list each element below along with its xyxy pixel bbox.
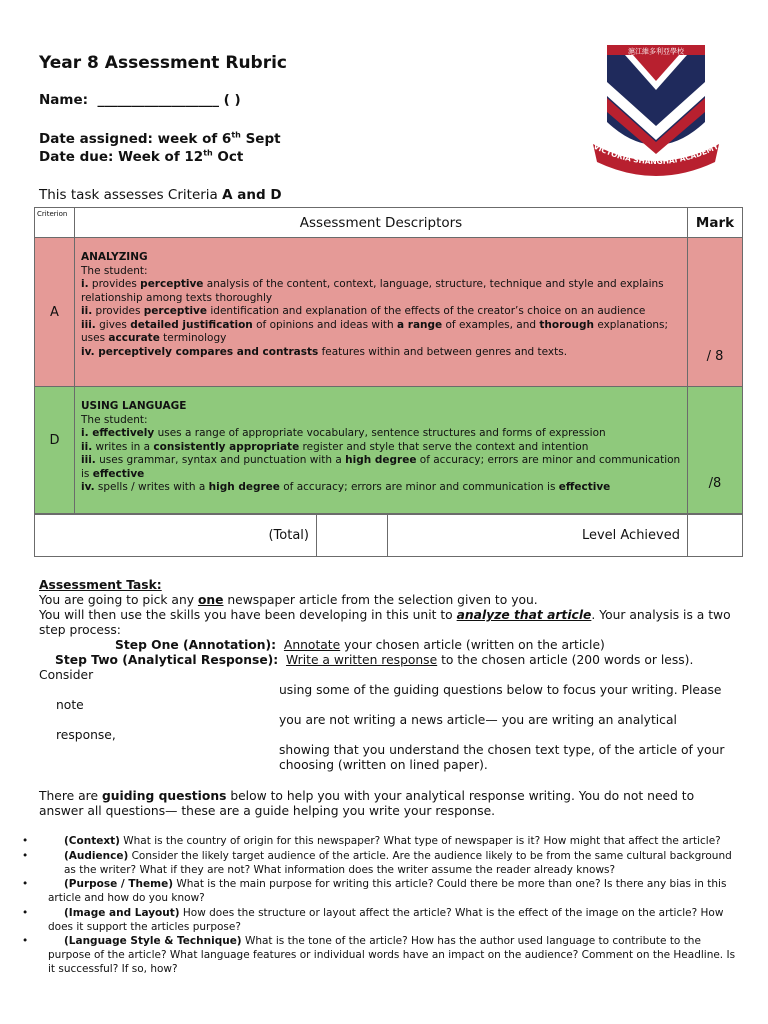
bullet-icon: • xyxy=(22,835,29,847)
consider-guidance-3: showing that you understand the chosen text type, of the article of your choosing (written on lined paper). xyxy=(279,743,725,772)
document-title: Year 8 Assessment Rubric xyxy=(39,53,288,73)
criterion-a-descriptors xyxy=(75,238,688,387)
task-heading: Assessment Task: xyxy=(39,578,162,592)
criterion-d-descriptors xyxy=(75,387,688,514)
name-line xyxy=(39,92,241,108)
bullet-icon: • xyxy=(22,935,29,947)
criteria-intro-text: This task assesses Criteria xyxy=(39,187,223,203)
descriptor-d-4: iv. spells / writes with a high degree of accuracy; errors are minor and communication is effective xyxy=(81,481,611,493)
descriptor-a-4: iv. perceptively compares and contrasts features within and between genres and texts. xyxy=(81,345,568,358)
mark-d: /8 xyxy=(688,387,743,514)
school-logo xyxy=(585,40,727,176)
date-assigned-sup: th xyxy=(231,130,241,140)
date-due xyxy=(39,149,243,165)
student-label-a: The student: xyxy=(81,264,148,277)
criterion-heading-a: ANALYZING xyxy=(81,251,148,263)
consider-guidance-2: you are not writing a news article— you are writing an analytical xyxy=(279,713,677,727)
date-due-sup: th xyxy=(203,148,213,158)
descriptor-a-1: i. provides perceptive analysis of the content, context, language, structure, technique and style and explains relationship among texts thoroughly xyxy=(81,278,664,304)
total-row xyxy=(35,515,743,557)
criterion-letter-d: D xyxy=(35,387,75,514)
criterion-header: Criterion xyxy=(35,208,75,238)
list-item: • (Language Style & Technique) What is the tone of the article? How has the author used language to contribute to the purpose of the article? What language features or individual words have an impact on the audience? Comment on the Headline. Is it successful? If so, how? xyxy=(22,935,736,975)
assessment-task xyxy=(39,578,739,773)
consider-response: response, xyxy=(56,728,116,742)
logo-chinese-text: 滬江維多利亞學校 xyxy=(628,47,684,56)
descriptor-d-2: ii. writes in a consistently appropriate register and style that serve the context and intention xyxy=(81,440,589,453)
list-item: • (Audience) Consider the likely target audience of the article. Are the audience likely to be from the same cultural background as the writer? What if they are not? What information does the writer assume the reader already knows? xyxy=(22,849,732,876)
descriptor-a-2: ii. provides perceptive identification and explanation of the effects of the creator’s choice on an audience xyxy=(81,305,646,317)
bullet-icon: • xyxy=(22,849,29,862)
rubric-header-row xyxy=(35,208,743,238)
total-value-cell[interactable] xyxy=(317,515,388,557)
descriptors-header: Assessment Descriptors xyxy=(75,208,688,238)
criteria-letters: A and D xyxy=(222,187,282,203)
task-line-2: You will then use the skills you have been developing in this unit to analyze that article. Your analysis is a two step process: xyxy=(39,608,731,637)
list-item: • (Purpose / Theme) What is the main purpose for writing this article? Could there be more than one? Is there any bias in this article and how do you know? xyxy=(22,878,727,904)
logo-banner-text: VICTORIA SHANGHAI ACADEMY xyxy=(591,141,721,167)
student-label-d: The student: xyxy=(81,413,148,426)
guiding-intro: There are guiding questions below to help you with your analytical response writing. You do not need to answer all questions— these are a guide helping you write your response. xyxy=(39,789,695,818)
school-crest-icon xyxy=(585,40,727,176)
bullet-icon: • xyxy=(22,878,29,890)
descriptor-d-3: iii. uses grammar, syntax and punctuation with a high degree of accuracy; errors are minor and communication is effective xyxy=(81,454,681,480)
criterion-letter-a: A xyxy=(35,238,75,387)
descriptor-a-3: iii. gives detailed justification of opinions and ideas with a range of examples, and thorough explanations; uses accurate terminology xyxy=(81,318,669,344)
date-assigned-text: Date assigned: week of 6 xyxy=(39,131,232,147)
total-label: (Total) xyxy=(35,515,317,557)
name-label: Name: xyxy=(39,92,89,108)
date-due-text: Date due: Week of 12 xyxy=(39,149,204,165)
criterion-a-row xyxy=(35,238,743,387)
total-table xyxy=(34,514,743,557)
name-blank: __________________ ( ) xyxy=(97,92,241,108)
consider-note: note xyxy=(56,698,84,712)
consider-line: Consider xyxy=(39,668,94,682)
bullet-icon: • xyxy=(22,906,29,919)
criterion-heading-d: USING LANGUAGE xyxy=(81,400,187,412)
mark-header: Mark xyxy=(688,208,743,238)
date-assigned-month: Sept xyxy=(240,131,281,147)
step-two: Step Two (Analytical Response): Write a written response to the chosen article (200 words or less). xyxy=(55,653,694,667)
criterion-d-row xyxy=(35,387,743,514)
list-item: • (Context) What is the country of origin for this newspaper? What type of newspaper is it? How might that affect the article? xyxy=(22,835,721,847)
date-assigned xyxy=(39,131,281,147)
mark-a: / 8 xyxy=(688,238,743,387)
descriptor-d-1: i. effectively uses a range of appropriate vocabulary, sentence structures and forms of expression xyxy=(81,427,606,439)
date-due-month: Oct xyxy=(212,149,244,165)
criteria-intro xyxy=(39,187,282,203)
task-line-1: You are going to pick any one newspaper article from the selection given to you. xyxy=(39,593,538,607)
guiding-questions-list xyxy=(22,834,738,977)
step-one: Step One (Annotation): Annotate your chosen article (written on the article) xyxy=(115,638,605,652)
assessment-rubric-table xyxy=(34,207,743,514)
list-item: • (Image and Layout) How does the structure or layout affect the article? What is the effect of the image on the article? How does it support the articles purpose? xyxy=(22,906,724,933)
level-achieved-label: Level Achieved xyxy=(388,515,688,557)
level-value-cell[interactable] xyxy=(688,515,743,557)
consider-guidance-1: using some of the guiding questions below to focus your writing. Please xyxy=(279,683,722,697)
